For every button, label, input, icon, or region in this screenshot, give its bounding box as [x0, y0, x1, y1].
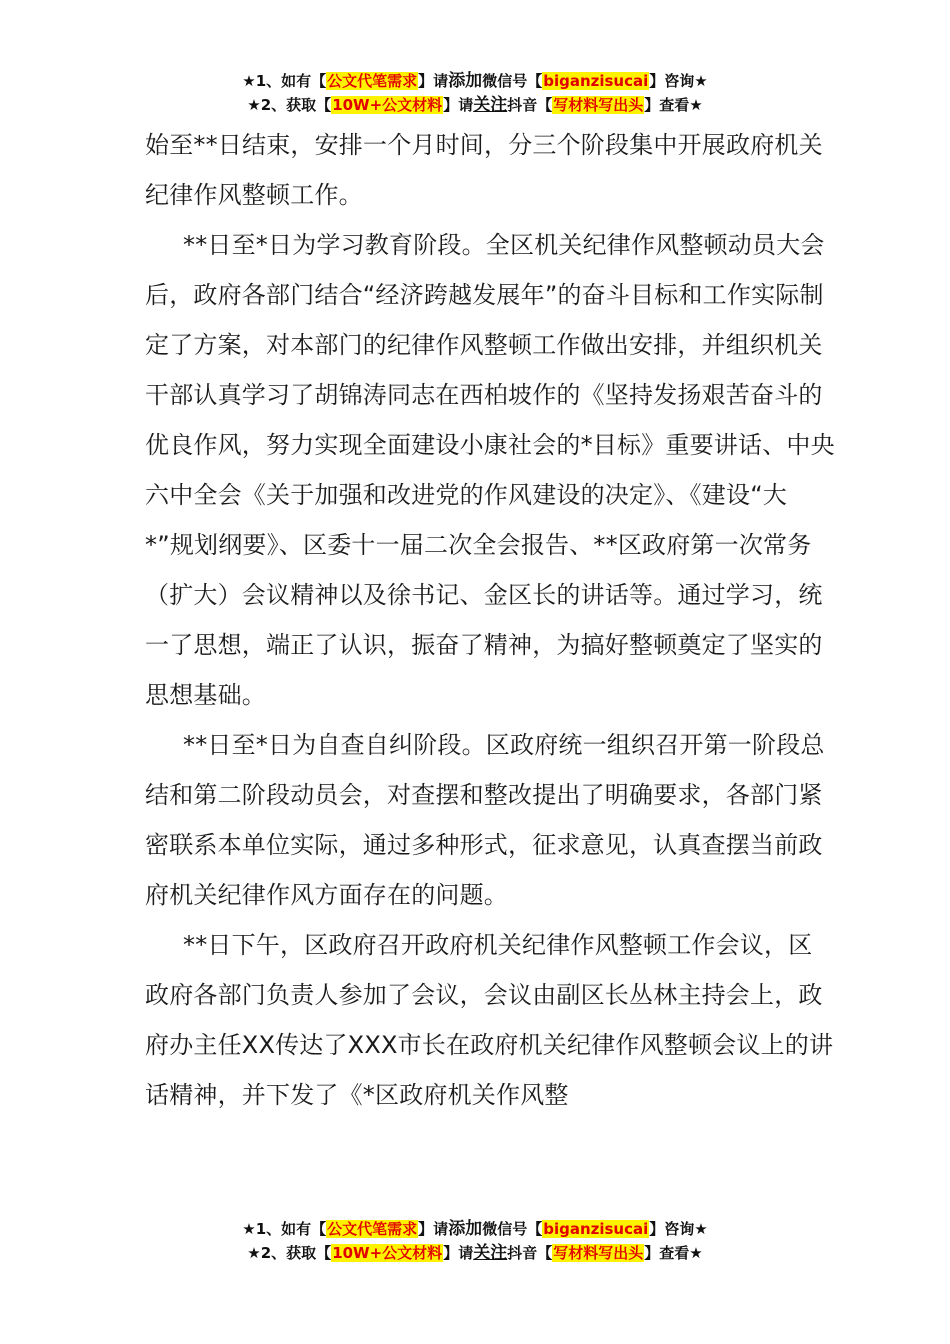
- banner-highlight: biganzisucai: [543, 72, 649, 90]
- header-banner: [0, 69, 950, 117]
- banner-line-1: ★1、如有【公文代笔需求】请添加微信号【biganzisucai】咨询★: [242, 71, 708, 91]
- document-body: [145, 120, 835, 1120]
- banner-highlight: 写材料写出头: [553, 96, 644, 114]
- banner-highlight: 10W+公文材料: [332, 1244, 443, 1262]
- banner-line-2: ★2、获取【10W+公文材料】请关注抖音【写材料写出头】查看★: [247, 95, 703, 115]
- banner-highlight: 写材料写出头: [553, 1244, 644, 1262]
- footer-banner: [0, 1217, 950, 1265]
- paragraph: **日至*日为自查自纠阶段。区政府统一组织召开第一阶段总结和第二阶段动员会，对查摆和整改提出了明确要求，各部门紧密联系本单位实际，通过多种形式，征求意见，认真查摆当前政府机关纪律作风方面存在的问题。: [145, 731, 825, 909]
- banner-highlight: biganzisucai: [543, 1220, 649, 1238]
- banner-highlight: 10W+公文材料: [332, 96, 443, 114]
- paragraph: **日下午，区政府召开政府机关纪律作风整顿工作会议，区政府各部门负责人参加了会议，会议由副区长丛林主持会上，政府办主任XX传达了XXX市长在政府机关纪律作风整顿会议上的讲话精神，并下发了《*区政府机关作风整: [145, 931, 834, 1109]
- paragraph: 始至**日结束，安排一个月时间，分三个阶段集中开展政府机关纪律作风整顿工作。: [145, 131, 823, 209]
- banner-line-1: ★1、如有【公文代笔需求】请添加微信号【biganzisucai】咨询★: [242, 1219, 708, 1239]
- banner-highlight: 公文代笔需求: [327, 72, 418, 90]
- banner-highlight: 公文代笔需求: [327, 1220, 418, 1238]
- paragraph: **日至*日为学习教育阶段。全区机关纪律作风整顿动员大会后，政府各部门结合“经济跨越发展年”的奋斗目标和工作实际制定了方案，对本部门的纪律作风整顿工作做出安排，并组织机关干部认真学习了胡锦涛同志在西柏坡作的《坚持发扬艰苦奋斗的优良作风，努力实现全面建设小康社会的*目标》重要讲话、中央六中全会《关于加强和改进党的作风建设的决定》、《建设“大*”规划纲要》、区委十一届二次全会报告、**区政府第一次常务（扩大）会议精神以及徐书记、金区长的讲话等。通过学习，统一了思想，端正了认识，振奋了精神，为搞好整顿奠定了坚实的思想基础。: [145, 231, 835, 709]
- banner-line-2: ★2、获取【10W+公文材料】请关注抖音【写材料写出头】查看★: [247, 1243, 703, 1263]
